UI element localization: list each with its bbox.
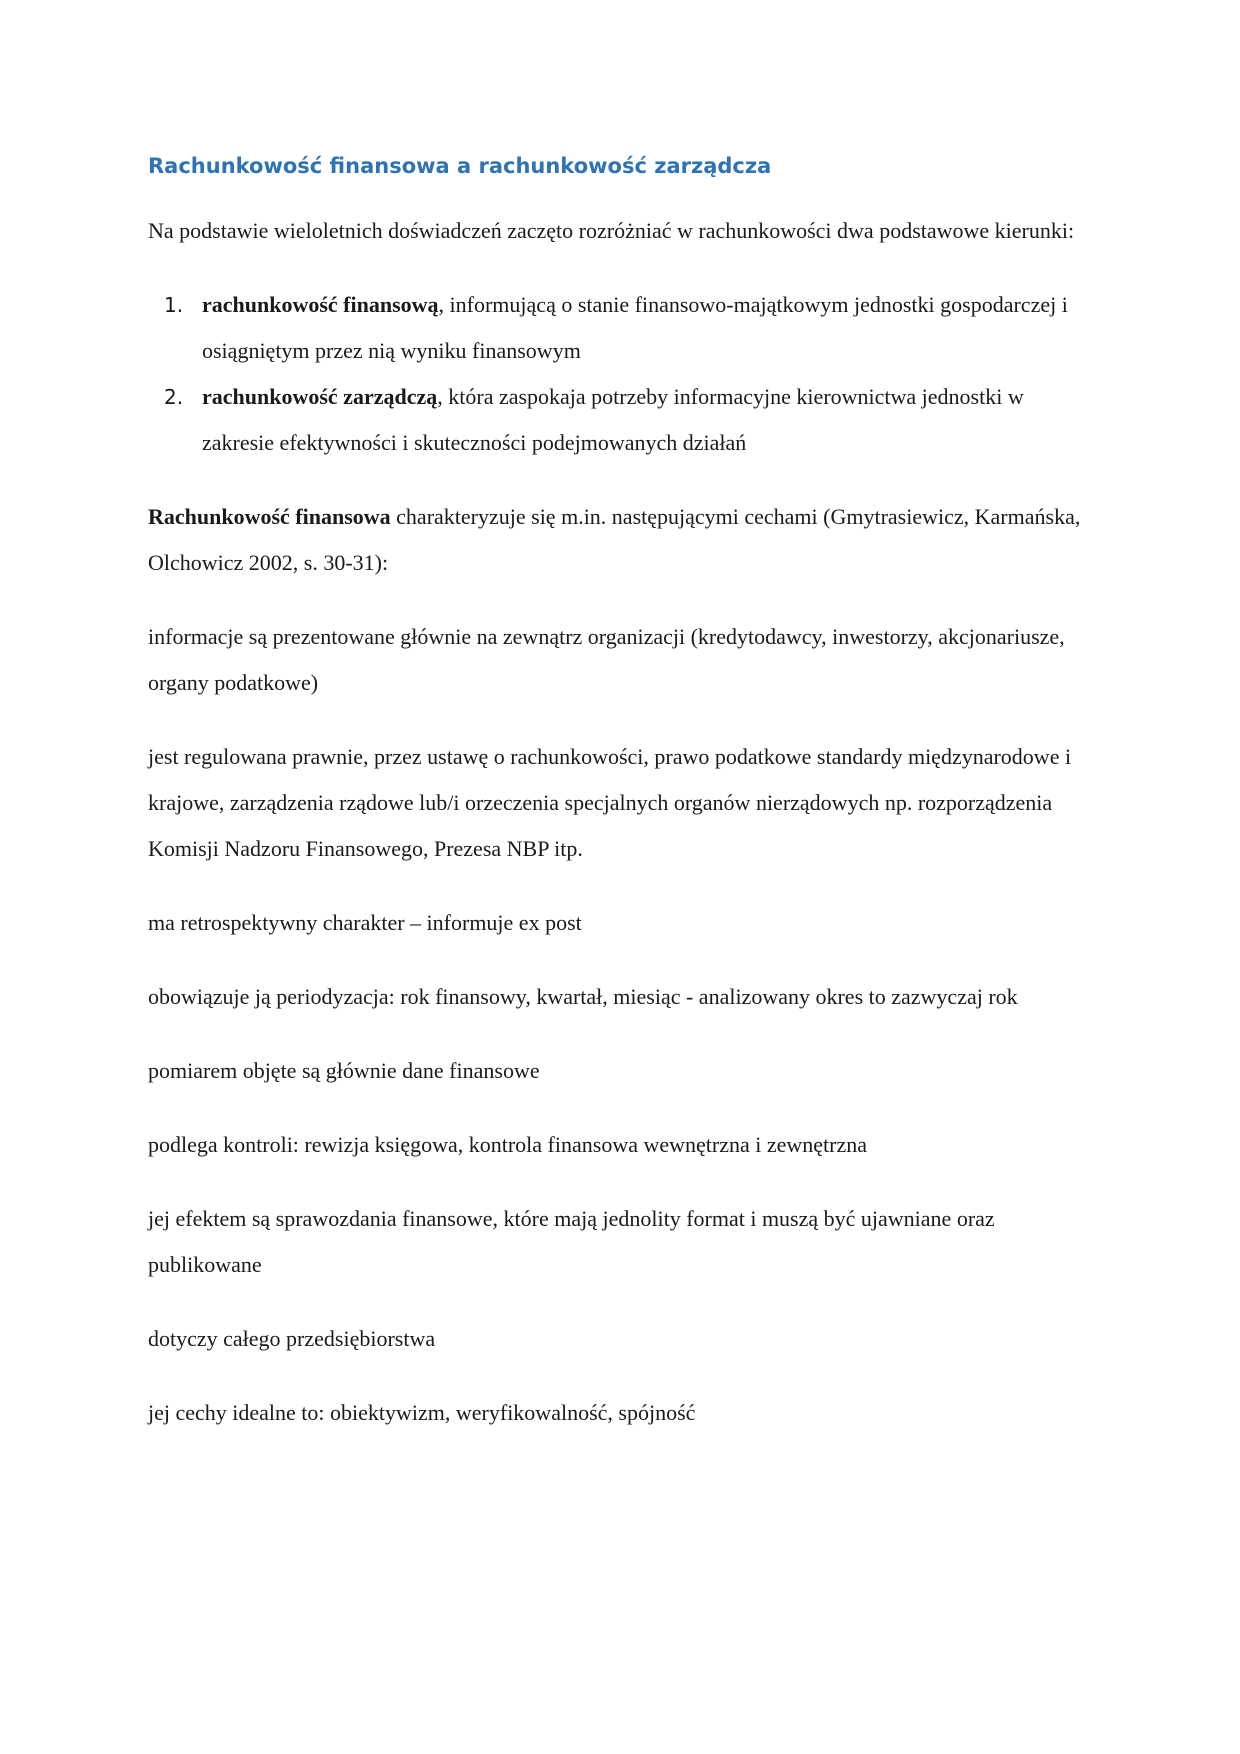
intro-paragraph: Na podstawie wieloletnich doświadczeń zaczęto rozróżniać w rachunkowości dwa podstawowe kierunki: (148, 218, 1075, 243)
list-text: , która zaspokaja potrzeby informacyjne kierownictwa jednostki w zakresie efektywności i skuteczności podejmowanych działań (202, 384, 1024, 455)
feature-paragraph: pomiarem objęte są głównie dane finansowe (148, 1058, 540, 1083)
feature-paragraph: ma retrospektywny charakter – informuje ex post (148, 910, 582, 935)
list-item (148, 282, 1088, 374)
list-number: 1. (164, 293, 184, 317)
feature-paragraph: jej efektem są sprawozdania finansowe, które mają jednolity format i muszą być ujawniane oraz publikowane (148, 1206, 995, 1277)
financial-term: Rachunkowość finansowa (148, 504, 391, 529)
list-term: rachunkowość finansową (202, 292, 439, 317)
document-heading: Rachunkowość finansowa a rachunkowość zarządcza (148, 154, 772, 178)
feature-paragraph: obowiązuje ją periodyzacja: rok finansowy, kwartał, miesiąc - analizowany okres to zazwyczaj rok (148, 984, 1018, 1009)
list-number: 2. (164, 385, 184, 409)
feature-paragraph: jej cechy idealne to: obiektywizm, weryfikowalność, spójność (148, 1400, 696, 1425)
feature-paragraph: dotyczy całego przedsiębiorstwa (148, 1326, 436, 1351)
financial-intro-text: charakteryzuje się m.in. następującymi cechami (Gmytrasiewicz, Karmańska, Olchowicz 2002, s. 30-31): (148, 504, 1081, 575)
list-text: , informującą o stanie finansowo-majątkowym jednostki gospodarczej i osiągniętym przez nią wyniku finansowym (202, 292, 1068, 363)
financial-intro-paragraph (148, 494, 1088, 586)
feature-paragraph: podlega kontroli: rewizja księgowa, kontrola finansowa wewnętrzna i zewnętrzna (148, 1132, 868, 1157)
numbered-list (148, 282, 1088, 466)
document-content (148, 146, 1088, 1464)
list-term: rachunkowość zarządczą (202, 384, 438, 409)
feature-paragraph: jest regulowana prawnie, przez ustawę o rachunkowości, prawo podatkowe standardy międzynarodowe i krajowe, zarządzenia rządowe lub/i orzeczenia specjalnych organów nierządowych np. rozporządzenia Komisji Nadzoru Finansowego, Prezesa NBP itp. (148, 744, 1072, 861)
list-item (148, 374, 1088, 466)
feature-paragraph: informacje są prezentowane głównie na zewnątrz organizacji (kredytodawcy, inwestorzy, akcjonariusze, organy podatkowe) (148, 624, 1065, 695)
